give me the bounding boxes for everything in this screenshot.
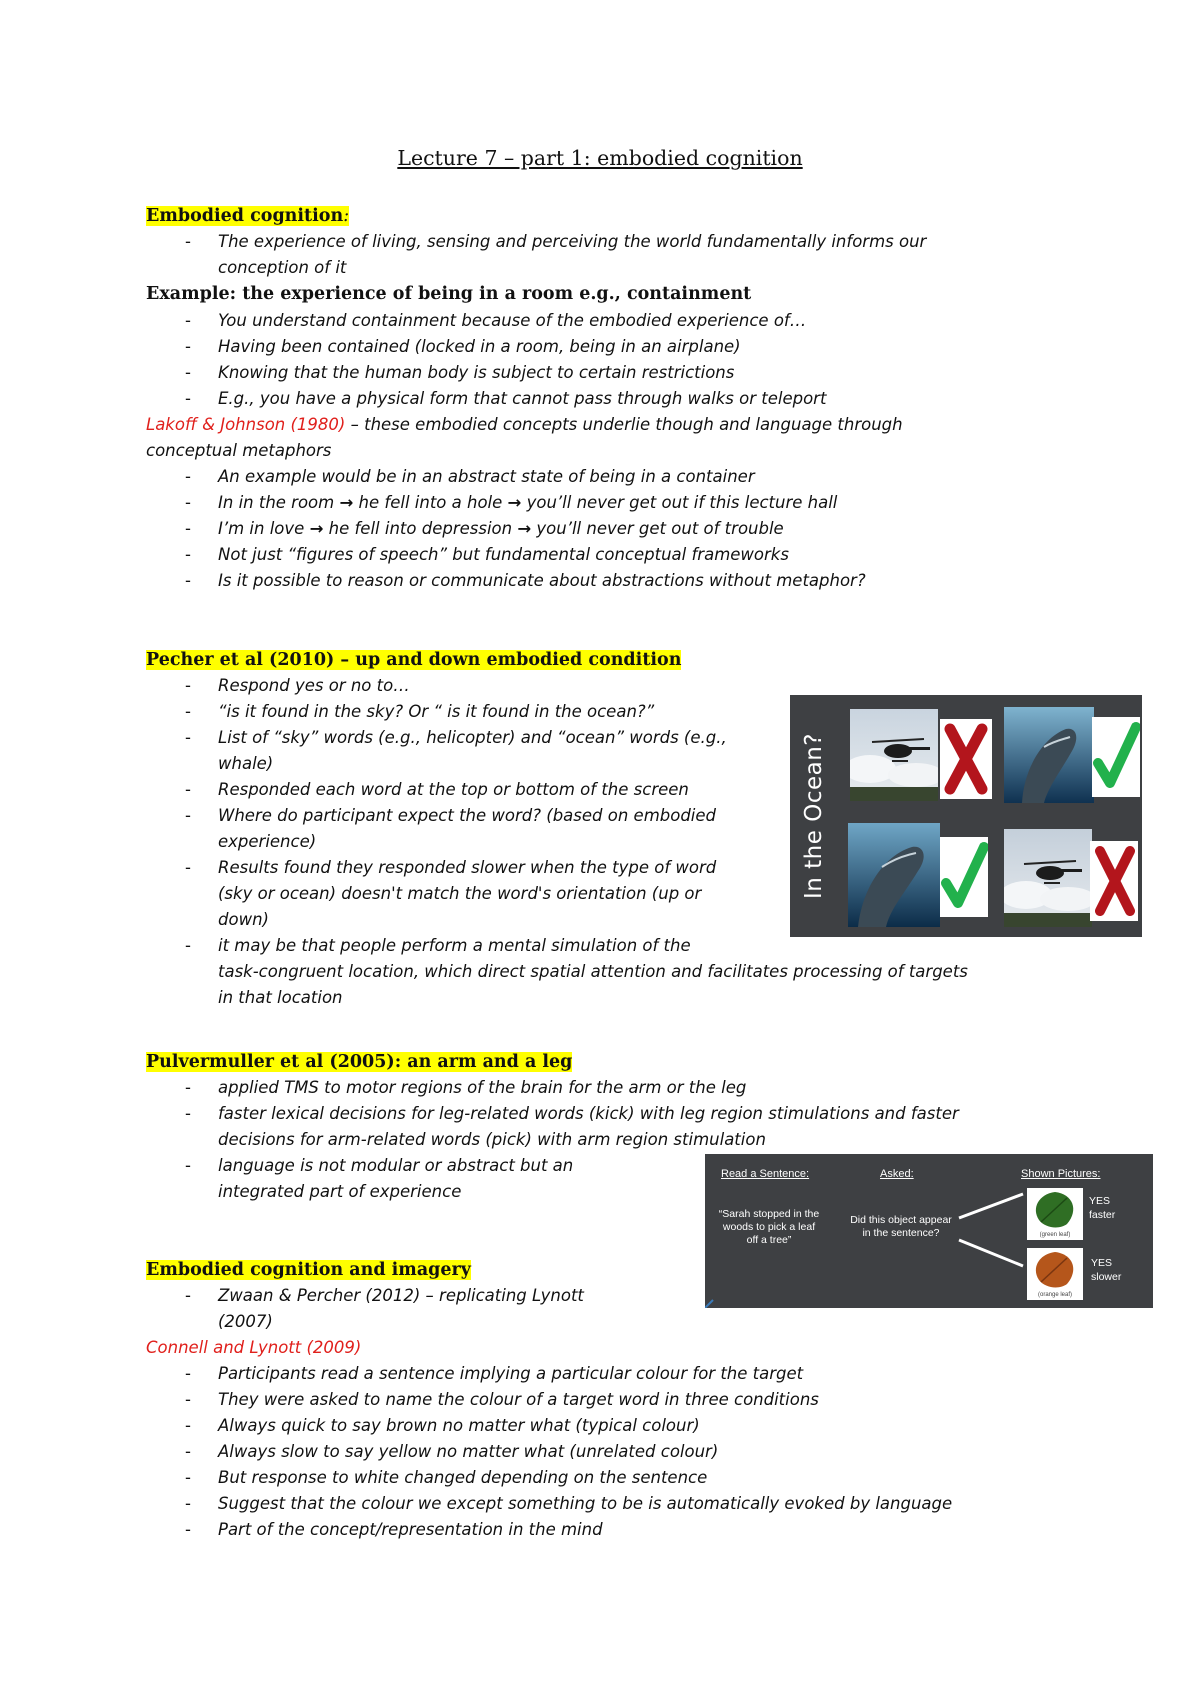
figure-header: Shown Pictures: [1021, 1168, 1101, 1180]
bullet-text: task-congruent location, which direct spatial attention and facilitates processing of targets [218, 962, 968, 981]
bullet-dash: - [185, 858, 191, 877]
check-icon [940, 837, 988, 917]
bullet-dash: - [185, 1520, 191, 1539]
bullet-text: They were asked to name the colour of a target word in three conditions [218, 1390, 819, 1409]
section-heading-pecher: Pecher et al (2010) – up and down embodied condition [146, 650, 682, 670]
arrow-right-icon: → [309, 519, 324, 538]
bullet-dash: - [185, 519, 191, 538]
bullet-text: experience) [218, 832, 317, 851]
bullet-text: Having been contained (locked in a room, being in an airplane) [218, 337, 741, 356]
bullet-text: Zwaan & Percher (2012) – replicating Lynott [218, 1286, 584, 1305]
bullet-dash: - [185, 1104, 191, 1123]
figure-connector-lines [705, 1154, 1153, 1308]
reference-line-continued: conceptual metaphors [146, 441, 332, 460]
bullet-dash: - [185, 702, 191, 721]
whale-photo [848, 823, 940, 927]
bullet-text: Always slow to say yellow no matter what (unrelated colour) [218, 1442, 719, 1461]
bullet-dash: - [185, 311, 191, 330]
bullet-text: (2007) [218, 1312, 273, 1331]
bullet-text: integrated part of experience [218, 1182, 462, 1201]
section-heading-pulvermuller: Pulvermuller et al (2005): an arm and a leg [146, 1052, 573, 1072]
bullet-text: Results found they responded slower when the type of word [218, 858, 717, 877]
figure-header: Asked: [880, 1168, 914, 1180]
bullet-text: whale) [218, 754, 274, 773]
helicopter-photo [1004, 829, 1092, 927]
bullet-dash: - [185, 1468, 191, 1487]
figure-title: In the Ocean? [801, 732, 827, 900]
bullet-text: Responded each word at the top or bottom of the screen [218, 780, 689, 799]
bullet-dash: - [185, 1494, 191, 1513]
figure-sentence: “Sarah stopped in the woods to pick a leaf off a tree” [718, 1208, 820, 1246]
bullet-dash: - [185, 1364, 191, 1383]
check-icon [1092, 717, 1140, 797]
cross-icon [940, 719, 992, 799]
bullet-text: Where do participant expect the word? (based on embodied [218, 806, 717, 825]
orange-leaf-picture: (orange leaf) [1027, 1248, 1083, 1300]
bullet-dash: - [185, 728, 191, 747]
bullet-dash: - [185, 467, 191, 486]
arrow-right-icon: → [517, 519, 532, 538]
reference-citation: Connell and Lynott (2009) [146, 1338, 362, 1357]
bullet-dash: - [185, 363, 191, 382]
bullet-dash: - [185, 1078, 191, 1097]
bullet-dash: - [185, 1416, 191, 1435]
example-heading: Example: the experience of being in a room e.g., containment [146, 284, 752, 304]
bullet-dash: - [185, 1390, 191, 1409]
bullet-text: faster lexical decisions for leg-related words (kick) with leg region stimulations and faster [218, 1104, 959, 1123]
bullet-text: E.g., you have a physical form that cannot pass through walks or teleport [218, 389, 827, 408]
bullet-text: conception of it [218, 258, 347, 277]
bullet-text: Respond yes or no to… [218, 676, 410, 695]
bullet-text: Always quick to say brown no matter what (typical colour) [218, 1416, 700, 1435]
bullet-text: it may be that people perform a mental simulation of the [218, 936, 691, 955]
bullet-text: in that location [218, 988, 343, 1007]
arrow-right-icon: → [507, 493, 522, 512]
bullet-text: “is it found in the sky? Or “ is it found in the ocean?” [218, 702, 655, 721]
bullet-dash: - [185, 337, 191, 356]
sentence-picture-figure [705, 1154, 1153, 1308]
bullet-text: You understand containment because of the embodied experience of… [218, 311, 807, 330]
bullet-text: An example would be in an abstract state of being in a container [218, 467, 755, 486]
bullet-text: Participants read a sentence implying a particular colour for the target [218, 1364, 804, 1383]
bullet-dash: - [185, 232, 191, 251]
bullet-text: Part of the concept/representation in the mind [218, 1520, 603, 1539]
bullet-dash: - [185, 806, 191, 825]
bullet-text: List of “sky” words (e.g., helicopter) and “ocean” words (e.g., [218, 728, 727, 747]
bullet-dash: - [185, 1442, 191, 1461]
bullet-dash: - [185, 545, 191, 564]
section-heading-embodied-cognition: Embodied cognition: [146, 206, 350, 226]
ocean-figure [790, 695, 1142, 937]
bullet-dash: - [185, 1286, 191, 1305]
bullet-dash: - [185, 571, 191, 590]
bullet-text: But response to white changed depending on the sentence [218, 1468, 708, 1487]
bullet-text: In in the room → he fell into a hole → you’ll never get out if this lecture hall [218, 493, 838, 512]
bullet-text: language is not modular or abstract but an [218, 1156, 574, 1175]
bullet-text: I’m in love → he fell into depression → you’ll never get out of trouble [218, 519, 784, 538]
figure-result: YES slower [1091, 1257, 1122, 1283]
helicopter-photo [850, 709, 938, 801]
figure-header: Read a Sentence: [721, 1168, 810, 1180]
figure-question: Did this object appear in the sentence? [850, 1214, 952, 1239]
bullet-text: (sky or ocean) doesn't match the word's orientation (up or [218, 884, 702, 903]
bullet-text: down) [218, 910, 269, 929]
bullet-dash: - [185, 676, 191, 695]
bullet-dash: - [185, 389, 191, 408]
bullet-dash: - [185, 780, 191, 799]
bullet-text: Is it possible to reason or communicate about abstractions without metaphor? [218, 571, 866, 590]
bullet-dash: - [185, 1156, 191, 1175]
bullet-dash: - [185, 493, 191, 512]
reference-citation: Lakoff & Johnson (1980) [146, 415, 346, 434]
bullet-text: Suggest that the colour we except something to be is automatically evoked by language [218, 1494, 953, 1513]
bullet-text: Not just “figures of speech” but fundamental conceptual frameworks [218, 545, 789, 564]
bullet-dash: - [185, 936, 191, 955]
section-heading-imagery: Embodied cognition and imagery [146, 1260, 471, 1280]
whale-photo [1004, 707, 1094, 803]
bullet-text: applied TMS to motor regions of the brain for the arm or the leg [218, 1078, 747, 1097]
reference-line: Lakoff & Johnson (1980) – these embodied concepts underlie though and language through [146, 415, 903, 434]
figure-result: YES faster [1089, 1195, 1116, 1221]
green-leaf-picture: (green leaf) [1027, 1188, 1083, 1240]
bullet-text: decisions for arm-related words (pick) with arm region stimulation [218, 1130, 766, 1149]
cross-icon [1090, 841, 1138, 921]
bullet-text: The experience of living, sensing and perceiving the world fundamentally informs our [218, 232, 927, 251]
bullet-text: Knowing that the human body is subject to certain restrictions [218, 363, 735, 382]
page-title: Lecture 7 – part 1: embodied cognition [397, 146, 803, 170]
arrow-right-icon: → [339, 493, 354, 512]
